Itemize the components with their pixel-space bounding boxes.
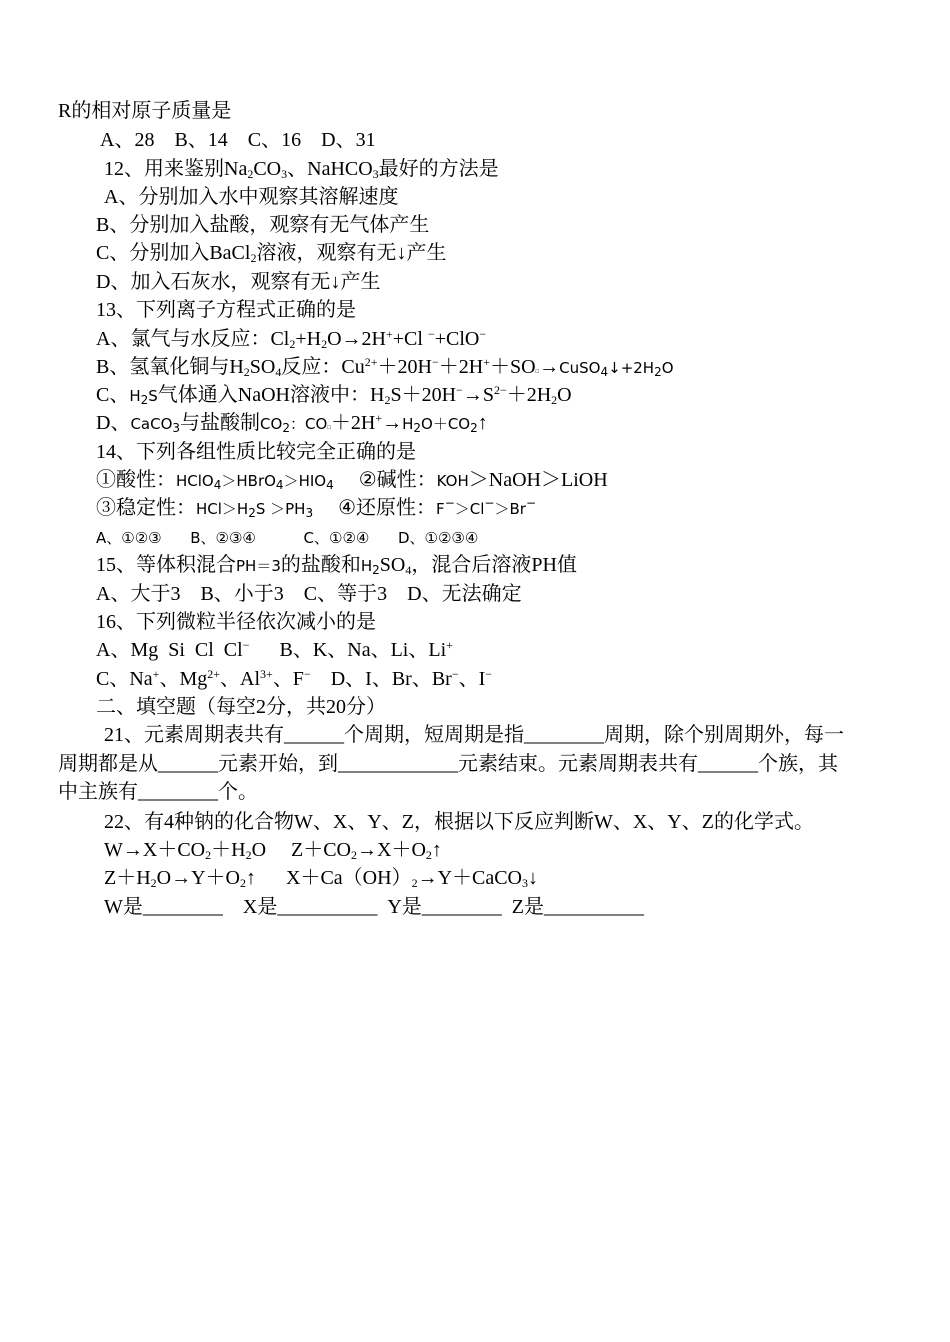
text-line: B、氢氧化铜与$H_2SO_4$反应：$Cu^{2+}+20H^-+2H^++SO□\to CuSO_4↓+2H_2O$: [96, 355, 674, 379]
text-line: $Z+H_2O\to Y+O_2↑$ $X+Ca(OH)_2\to Y+CaCO_3↓$: [104, 867, 539, 890]
text-line: A、①②③ B、②③④ C、①②④ D、①②③④: [96, 529, 479, 547]
text-line: 14、下列各组性质比较完全正确的是: [96, 441, 416, 463]
text-line: 12、用来鉴别$Na_2CO_3$、NaHCO$_3$最好的方法是: [104, 158, 499, 181]
text-line: 13、下列离子方程式正确的是: [96, 299, 356, 321]
text-line: A、分别加入水中观察其溶解速度: [104, 186, 399, 208]
text-line: R的相对原子质量是: [58, 100, 232, 122]
text-line: ①酸性：$HClO_4>HBrO_4>HIO_4$ ②碱性：KOH＞NaOH＞LiOH: [96, 469, 608, 492]
text-line: A、Mg Si Cl Cl− B、K、Na、Li、Li+: [96, 638, 453, 661]
text-line: C、Na+、$Mg^{2+}$、$Al^{3+}$、F− D、I、Br、Br−、I−: [96, 667, 493, 690]
text-line: C、分别加入BaCl$_2$溶液，观察有无↓产生: [96, 242, 447, 265]
text-line: 中主族有________个。: [58, 781, 258, 803]
text-line: 22、有4种钠的化合物W、X、Y、Z，根据以下反应判断W、X、Y、Z的化学式。: [104, 811, 814, 833]
text-line: 21、元素周期表共有______个周期，短周期是指________周期，除个别周期外，每一: [104, 724, 844, 746]
text-line: ③稳定性：$HCl>H_2S >PH_3$ ④还原性：F−＞Cl−＞Br−: [96, 496, 536, 520]
text-line: 二、填空题（每空2分，共20分）: [96, 696, 386, 718]
text-line: W是________ X是__________ Y是________ Z是__________: [104, 896, 644, 918]
text-line: $W\to X+CO_2+H_2O$ $Z+CO_2\to X+O_2↑$: [104, 839, 442, 862]
text-line: D、加入石灰水，观察有无↓产生: [96, 271, 381, 293]
text-line: A、28 B、14 C、16 D、31: [100, 129, 376, 151]
text-line: A、大于3 B、小于3 C、等于3 D、无法确定: [96, 583, 522, 605]
text-line: C、$H_2S$气体通入NaOH溶液中：$H_2S+20H^-\to S^{2-}+2H_2O$: [96, 383, 572, 407]
text-line: 16、下列微粒半径依次减小的是: [96, 611, 376, 633]
text-line: D、CaCO$_3$与盐酸制$CO_2$：$CO□+2H^+\to H_2O+CO_2↑$: [96, 411, 488, 435]
text-line: A、氯气与水反应：$Cl_2+H_2O\to 2H^++Cl$ −+ClO−: [96, 327, 487, 351]
text-line: 15、等体积混合PH＝3的盐酸和$H_2SO_4$，混合后溶液PH值: [96, 554, 577, 577]
text-line: B、分别加入盐酸，观察有无气体产生: [96, 214, 430, 236]
text-line: 周期都是从______元素开始，到____________元素结束。元素周期表共有______个族，其: [58, 753, 838, 775]
